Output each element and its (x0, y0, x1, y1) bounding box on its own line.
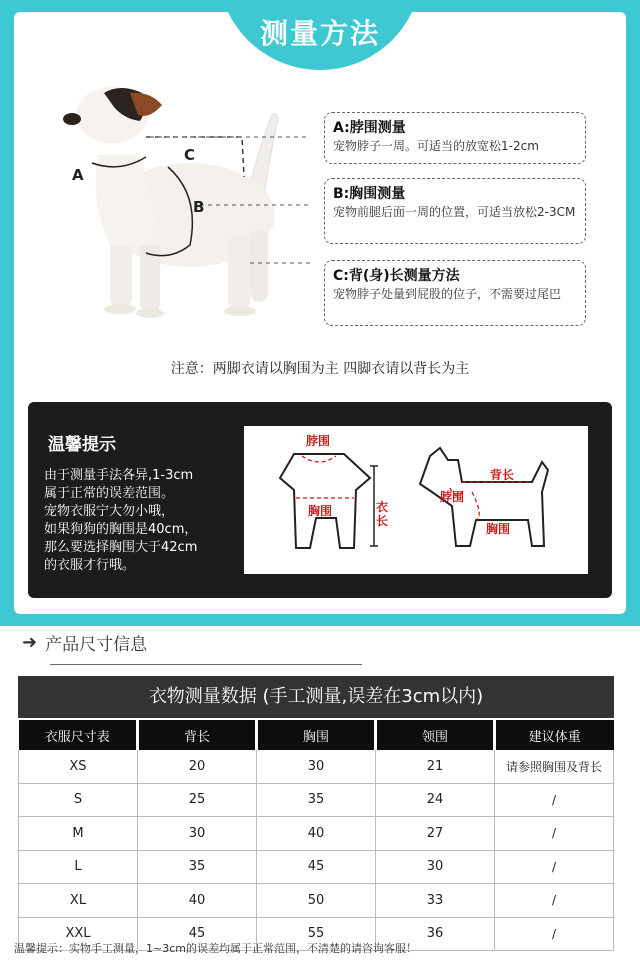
dog-illustration (50, 85, 310, 325)
divider (50, 664, 362, 665)
cell-neck: 33 (376, 884, 495, 918)
label-a: A (72, 166, 84, 184)
arrow-icon: ➜ (22, 631, 38, 653)
cell-weight: / (495, 917, 614, 951)
label-c: C (184, 146, 196, 164)
cell-weight: 请参照胸围及背长 (495, 750, 614, 783)
garment-diagram (244, 426, 588, 574)
table-row (19, 884, 614, 918)
cell-weight: / (495, 817, 614, 851)
cell-neck: 21 (376, 750, 495, 783)
tips-line: 属于正常的误差范围。 (44, 486, 175, 501)
garment-outline (244, 426, 588, 574)
cell-size: XS (19, 750, 138, 783)
cell-chest: 35 (257, 783, 376, 817)
cell-size: L (19, 850, 138, 884)
cell-back: 20 (138, 750, 257, 783)
banner-title: 测量方法 (259, 17, 380, 50)
tips-line: 如果狗狗的胸围是40cm， (44, 522, 198, 537)
header-back-length: 背长 (138, 720, 257, 750)
diagram-label-chest: 胸围 (308, 504, 333, 518)
cell-size: XL (19, 884, 138, 918)
cell-weight: / (495, 884, 614, 918)
size-section-title: 产品尺寸信息 (45, 634, 148, 655)
size-table (18, 720, 614, 951)
back-length-box (324, 260, 586, 326)
cell-neck: 30 (376, 850, 495, 884)
cell-weight: / (495, 850, 614, 884)
diagram-label-back: 背长 (490, 468, 515, 482)
tips-line: 的衣服才行哦。 (44, 558, 136, 573)
cell-back: 40 (138, 884, 257, 918)
table-row (19, 850, 614, 884)
cell-neck: 24 (376, 783, 495, 817)
cell-back: 35 (138, 850, 257, 884)
header-size: 衣服尺寸表 (19, 720, 138, 750)
neck-measure-box (324, 112, 586, 164)
tips-panel (28, 402, 612, 598)
diagram-label-neck-dog: 脖围 (440, 490, 465, 504)
tips-line: 由于测量手法各异,1-3cm (44, 468, 194, 483)
table-header-row (19, 720, 614, 750)
chest-measure-box (324, 178, 586, 244)
cell-neck: 27 (376, 817, 495, 851)
cell-size: S (19, 783, 138, 817)
tips-title: 温馨提示 (48, 435, 116, 455)
cell-neck: 36 (376, 917, 495, 951)
back-length-desc: 宠物脖子处量到屁股的位子，不需要过尾巴 (333, 287, 562, 301)
header-chest: 胸围 (257, 720, 376, 750)
cell-back: 25 (138, 783, 257, 817)
table-row (19, 783, 614, 817)
back-length-title: C:背(身)长测量方法 (333, 268, 460, 284)
measure-note: 注意：两脚衣请以胸围为主 四脚衣请以背长为主 (170, 361, 470, 377)
cell-weight: / (495, 783, 614, 817)
header-weight: 建议体重 (495, 720, 614, 750)
cell-chest: 40 (257, 817, 376, 851)
diagram-label-chest-dog: 胸围 (486, 522, 511, 536)
tips-line: 那么要选择胸围大于42cm (44, 540, 198, 555)
table-title: 衣物测量数据 (手工测量,误差在3cm以内) (18, 676, 614, 718)
size-section-header (22, 628, 147, 656)
diagram-label-neck: 脖围 (306, 434, 331, 448)
cell-size: M (19, 817, 138, 851)
cell-size: XXL (19, 917, 138, 951)
tips-line: 宠物衣服宁大勿小哦， (44, 504, 175, 519)
cell-back: 45 (138, 917, 257, 951)
table-row (19, 750, 614, 783)
footer-note: 温馨提示：实物手工测量，1~3cm的误差均属于正常范围，不清楚的请咨询客服！ (14, 942, 417, 955)
header-neck: 领围 (376, 720, 495, 750)
neck-measure-title: A:脖围测量 (333, 120, 406, 136)
cell-back: 30 (138, 817, 257, 851)
cell-chest: 55 (257, 917, 376, 951)
cell-chest: 50 (257, 884, 376, 918)
diagram-label-length: 衣长 (376, 500, 389, 528)
cell-chest: 45 (257, 850, 376, 884)
label-b: B (193, 198, 205, 216)
cell-chest: 30 (257, 750, 376, 783)
neck-measure-desc: 宠物脖子一周。可适当的放宽松1-2cm (333, 139, 539, 153)
table-row (19, 817, 614, 851)
chest-measure-desc: 宠物前腿后面一周的位置，可适当放松2-3CM (333, 205, 576, 219)
chest-measure-title: B:胸围测量 (333, 186, 406, 202)
